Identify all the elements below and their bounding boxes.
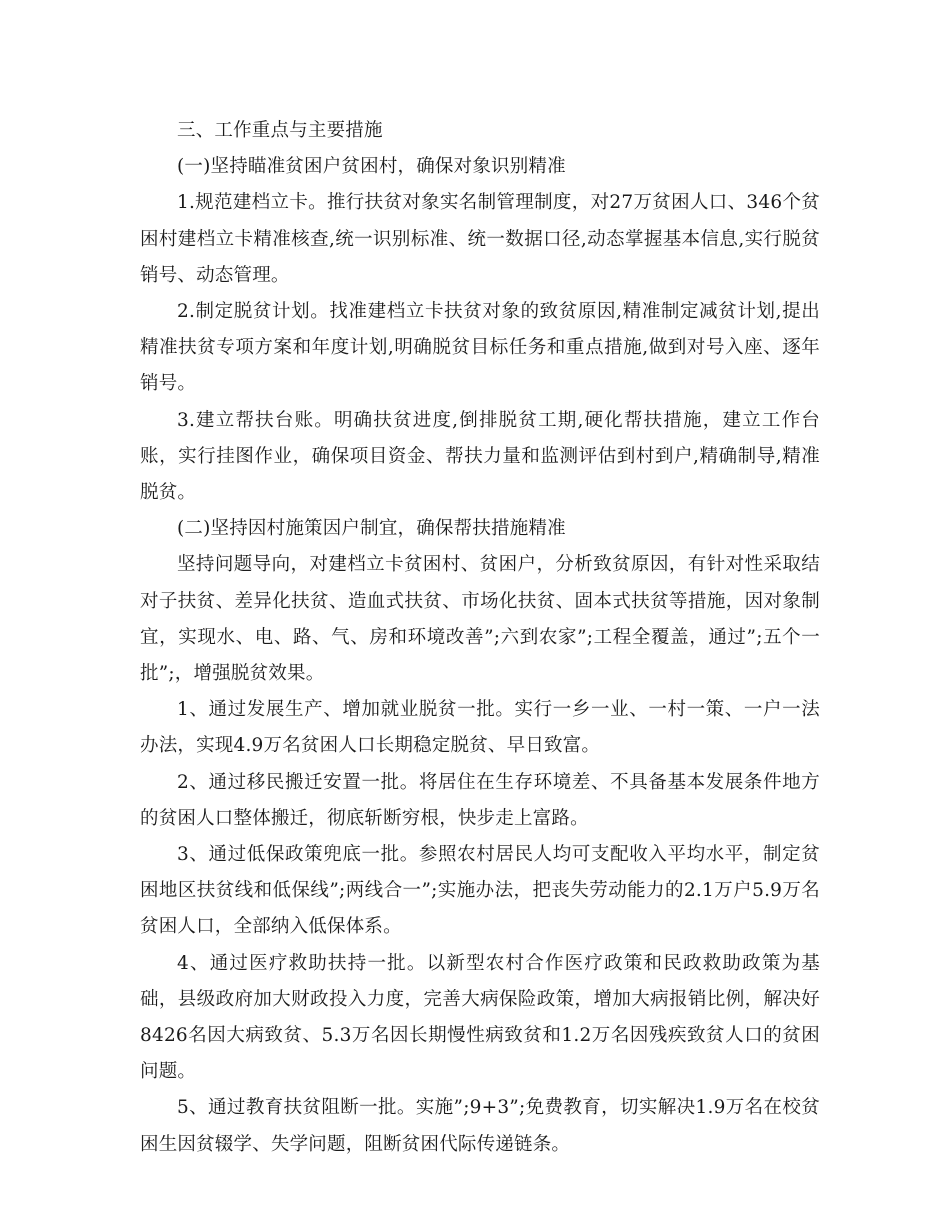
paragraph: 坚持问题导向，对建档立卡贫困村、贫困户，分析致贫原因，有针对性采取结对子扶贫、差异化扶贫、造血式扶贫、市场化扶贫、固本式扶贫等措施，因对象制宜，实现水、电、路、气、房和环境改善”;六到农家”;工程全覆盖，通过”;五个一批”;，增强脱贫效果。 — [140, 554, 820, 685]
section-heading: 三、工作重点与主要措施 — [177, 120, 383, 141]
subsection-heading-1: (一)坚持瞄准贫困户贫困村，确保对象识别精准 — [177, 156, 566, 178]
subsection-heading-2: (二)坚持因村施策因户制宜，确保帮扶措施精准 — [177, 518, 566, 540]
paragraph: 2.制定脱贫计划。找准建档立卡扶贫对象的致贫原因,精准制定减贫计划,提出精准扶贫专项方案和年度计划,明确脱贫目标任务和重点措施,做到对号入座、逐年销号。 — [140, 301, 820, 395]
paragraph: 1、通过发展生产、增加就业脱贫一批。实行一乡一业、一村一策、一户一法办法，实现4.9万名贫困人口长期稳定脱贫、早日致富。 — [140, 699, 820, 757]
paragraph: 2、通过移民搬迁安置一批。将居住在生存环境差、不具备基本发展条件地方的贫困人口整体搬迁，彻底斩断穷根，快步走上富路。 — [140, 771, 820, 829]
paragraph: 1.规范建档立卡。推行扶贫对象实名制管理制度，对27万贫困人口、346个贫困村建档立卡精准核查,统一识别标准、统一数据口径,动态掌握基本信息,实行脱贫销号、动态管理。 — [140, 192, 820, 286]
paragraph: 3.建立帮扶台账。明确扶贫进度,倒排脱贫工期,硬化帮扶措施，建立工作台账，实行挂图作业，确保项目资金、帮扶力量和监测评估到村到户,精确制导,精准脱贫。 — [140, 409, 820, 504]
paragraph: 3、通过低保政策兜底一批。参照农村居民人均可支配收入平均水平，制定贫困地区扶贫线和低保线”;两线合一”;实施办法，把丧失劳动能力的2.1万户5.9万名贫困人口，全部纳入低保体系。 — [140, 844, 820, 938]
paragraph: 5、通过教育扶贫阻断一批。实施”;9+3”;免费教育，切实解决1.9万名在校贫困生因贫辍学、失学问题，阻断贫困代际传递链条。 — [140, 1097, 820, 1155]
document-body — [140, 113, 820, 1163]
paragraph: 4、通过医疗救助扶持一批。以新型农村合作医疗政策和民政救助政策为基础，县级政府加大财政投入力度，完善大病保险政策，增加大病报销比例，解决好8426名因大病致贫、5.3万名因长期慢性病致贫和1.2万名因残疾致贫人口的贫困问题。 — [140, 952, 820, 1083]
